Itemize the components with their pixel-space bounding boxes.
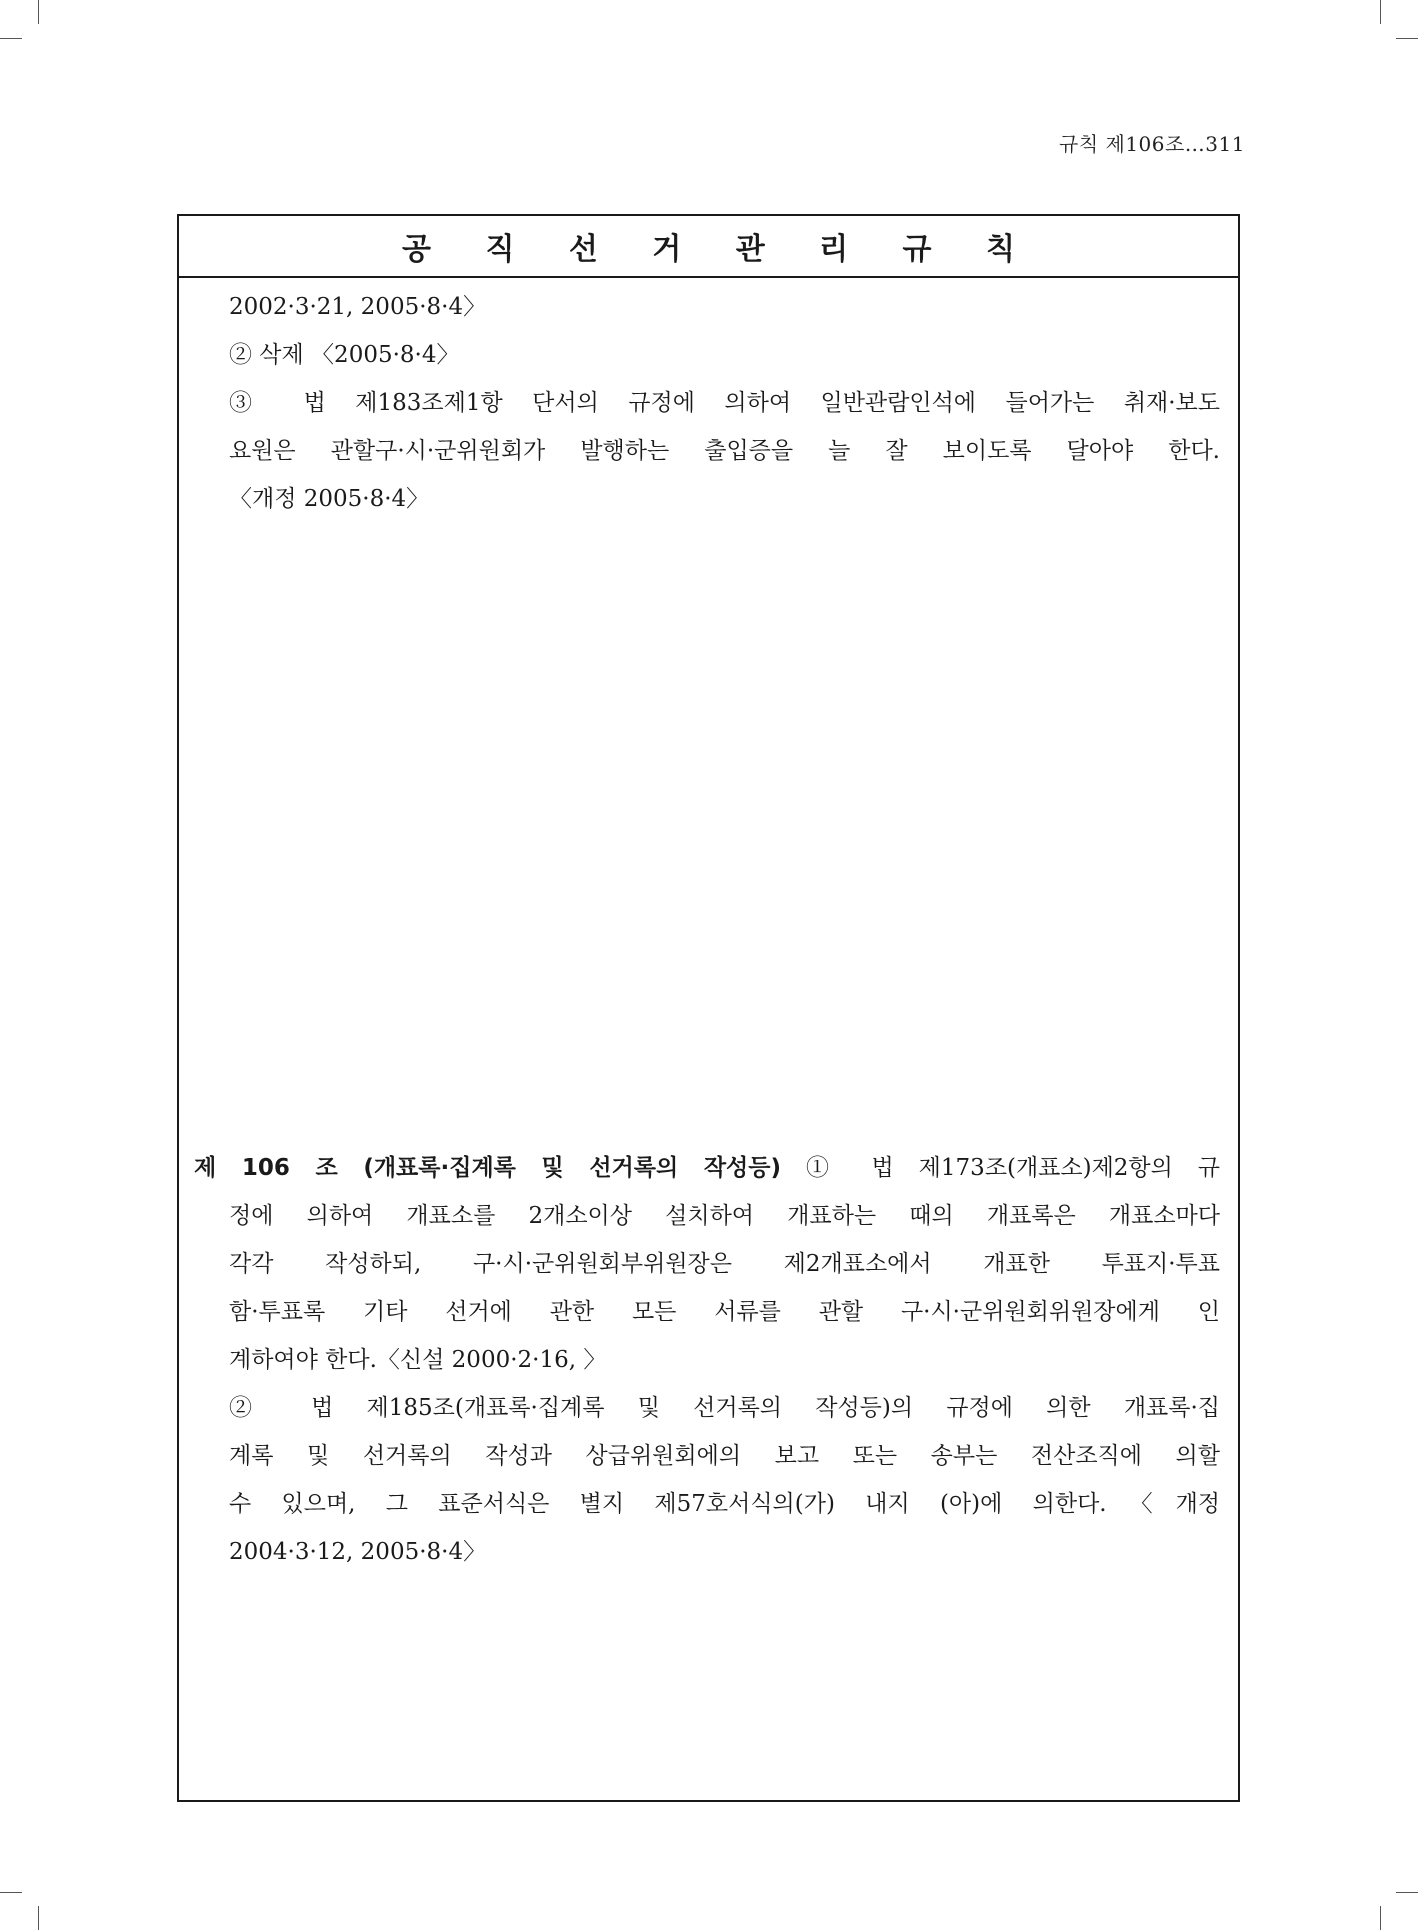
crop-mark — [38, 0, 39, 24]
article-first-line-text: ① 법 제173조(개표소)제2항의 규 — [781, 1155, 1221, 1181]
text-line: 요원은 관할구·시·군위원회가 발행하는 출입증을 늘 잘 보이도록 달아야 한다. — [229, 438, 1220, 464]
frame-title: 공 직 선 거 관 리 규 칙 — [179, 216, 1238, 278]
regulation-frame — [177, 214, 1240, 1802]
text-line: 정에 의하여 개표소를 2개소이상 설치하여 개표하는 때의 개표록은 개표소마다 — [229, 1203, 1220, 1229]
text-line: 계록 및 선거록의 작성과 상급위원회에의 보고 또는 송부는 전산조직에 의할 — [229, 1443, 1220, 1469]
crop-mark — [1396, 1892, 1418, 1893]
text-line: ② 법 제185조(개표록·집계록 및 선거록의 작성등)의 규정에 의한 개표록·집 — [229, 1395, 1220, 1421]
text-line: 2002·3·21, 2005·8·4〉 — [229, 294, 487, 320]
text-line: 함·투표록 기타 선거에 관한 모든 서류를 관할 구·시·군위원회위원장에게 인 — [229, 1299, 1220, 1325]
crop-mark — [0, 1892, 22, 1893]
crop-mark — [1380, 0, 1381, 24]
article-106 — [194, 1144, 1220, 1576]
article-heading: 제 106 조 (개표록·집계록 및 선거록의 작성등) — [194, 1155, 782, 1181]
running-head: 규칙 제106조…311 — [1059, 132, 1245, 156]
text-line: 〈개정 2005·8·4〉 — [229, 486, 430, 512]
article-body — [194, 1192, 1220, 1576]
text-line: 2004·3·12, 2005·8·4〉 — [229, 1539, 487, 1565]
crop-mark — [38, 1906, 39, 1930]
text-line: 수 있으며, 그 표준서식은 별지 제57호서식의(가) 내지 (아)에 의한다.〈개정 — [229, 1491, 1220, 1517]
text-line: 각각 작성하되, 구·시·군위원회부위원장은 제2개표소에서 개표한 투표지·투표 — [229, 1251, 1220, 1277]
text-line: ③ 법 제183조제1항 단서의 규정에 의하여 일반관람인석에 들어가는 취재·보도 — [229, 390, 1220, 416]
crop-mark — [0, 38, 22, 39]
text-line: ② 삭제 〈2005·8·4〉 — [229, 342, 460, 368]
article-first-line — [194, 1144, 1220, 1192]
continued-article-text — [229, 283, 1220, 523]
crop-mark — [1396, 38, 1418, 39]
text-line: 계하여야 한다.〈신설 2000·2·16, 〉 — [229, 1347, 607, 1373]
crop-mark — [1380, 1906, 1381, 1930]
